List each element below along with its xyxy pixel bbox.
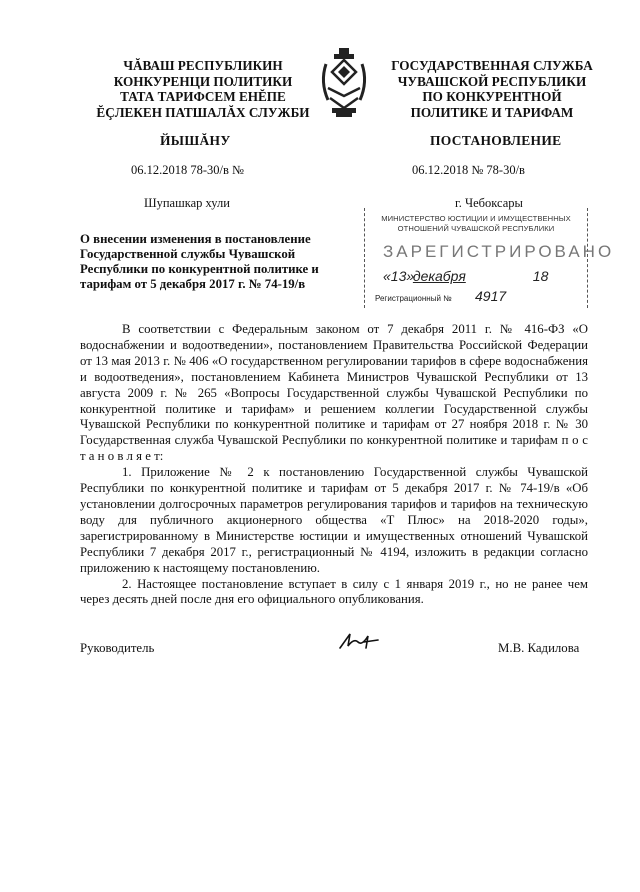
stamp-registered-text: ЗАРЕГИСТРИРОВАНО xyxy=(383,242,615,261)
chuvash-emblem-icon xyxy=(314,42,374,120)
header-right-russian xyxy=(372,58,612,120)
header-left-line: КОНКУРЕНЦИ ПОЛИТИКИ xyxy=(113,73,293,89)
stamp-month: декабря xyxy=(412,268,466,284)
signatory-title: Руководитель xyxy=(80,641,155,655)
subject-line: О внесении изменения в постановление xyxy=(80,232,311,246)
header-left-chuvash xyxy=(72,58,334,120)
subject-line: Государственной службы Чувашской xyxy=(80,247,296,261)
header-right-line: ЧУВАШСКОЙ РЕСПУБЛИКИ xyxy=(397,73,587,89)
city-russian: г. Чебоксары xyxy=(455,196,523,210)
handwritten-signature xyxy=(336,628,382,654)
stamp-date xyxy=(383,268,548,284)
header-right-line: ГОСУДАРСТВЕННАЯ СЛУЖБА xyxy=(391,58,593,73)
doc-number-left: 06.12.2018 78-30/в № xyxy=(131,163,244,177)
stamp-day: «13» xyxy=(383,268,415,284)
subject-line: Республики по конкурентной политике и xyxy=(80,262,319,276)
doc-type-chuvash: ЙЫШĂНУ xyxy=(160,133,231,148)
body-paragraph-preamble: В соответствии с Федеральным законом от 7 декабря 2011 г. № 416-ФЗ «О водоснабжении и водоотведении», постановлением Правительства Российской Федерации от 13 мая 2013 г. № 406 «О государственном регулировании тарифов в сфере водоснабжения и водоотведения», постановлением Кабинета Министров Чувашской Республики от 13 августа 2009 г. № 265 «Вопросы Государственной службы Чувашской Республики по конкурентной политике и тарифам» и решением коллегии Государственной службы Чувашской Республики по конкурентной политике и тарифам от 27 ноября 2018 г. № 30 Государственная служба Чувашской Республики по конкурентной политике и тарифам п о с т а н о в л я е т: xyxy=(80,322,588,464)
document-body xyxy=(80,322,588,608)
stamp-reg-number: 4917 xyxy=(475,288,507,304)
body-paragraph-item-1: 1. Приложение № 2 к постановлению Государственной службы Чувашской Республики по конкурентной политике и тарифам от 5 декабря 2017 г. № 74-19/в «Об установлении долгосрочных параметров регулирования тарифов и тарифов на техническую воду для публичного акционерного общества «Т Плюс» на 2018-2020 годы», зарегистрированному в Министерстве юстиции и имущественных отношений Чувашской Республики 7 декабря 2017 г., регистрационный № 4194, изложить в редакции согласно приложению к настоящему постановлению. xyxy=(80,465,588,575)
registration-stamp xyxy=(364,208,615,308)
header-left-line: ĔÇЛЕКЕН ПАТШАЛĂХ СЛУЖБИ xyxy=(96,104,310,120)
header-right-line: ПО КОНКУРЕНТНОЙ xyxy=(422,89,562,104)
stamp-ministry-line: ОТНОШЕНИЙ ЧУВАШСКОЙ РЕСПУБЛИКИ xyxy=(397,224,555,233)
doc-number-right: 06.12.2018 № 78-30/в xyxy=(412,163,525,177)
city-chuvash: Шупашкар хули xyxy=(144,196,230,210)
header-left-line: ЧĂВАШ РЕСПУБЛИКИН xyxy=(123,58,283,73)
document-subject xyxy=(80,232,350,292)
stamp-ministry-line: МИНИСТЕРСТВО ЮСТИЦИИ И ИМУЩЕСТВЕННЫХ xyxy=(381,214,571,223)
stamp-reg-label: Регистрационный № xyxy=(375,294,452,303)
signatory-name: М.В. Кадилова xyxy=(498,641,580,655)
header-right-line: ПОЛИТИКЕ И ТАРИФАМ xyxy=(410,104,574,120)
stamp-year: 18 xyxy=(532,268,549,284)
doc-type-russian: ПОСТАНОВЛЕНИЕ xyxy=(430,133,562,148)
body-paragraph-item-2: 2. Настоящее постановление вступает в силу с 1 января 2019 г., но не ранее чем через десять дней после дня его официального опубликования. xyxy=(80,576,588,607)
subject-line: тарифам от 5 декабря 2017 г. № 74-19/в xyxy=(80,277,306,291)
header-left-line: ТАТА ТАРИФСЕМ ЕНĔПЕ xyxy=(120,89,286,104)
